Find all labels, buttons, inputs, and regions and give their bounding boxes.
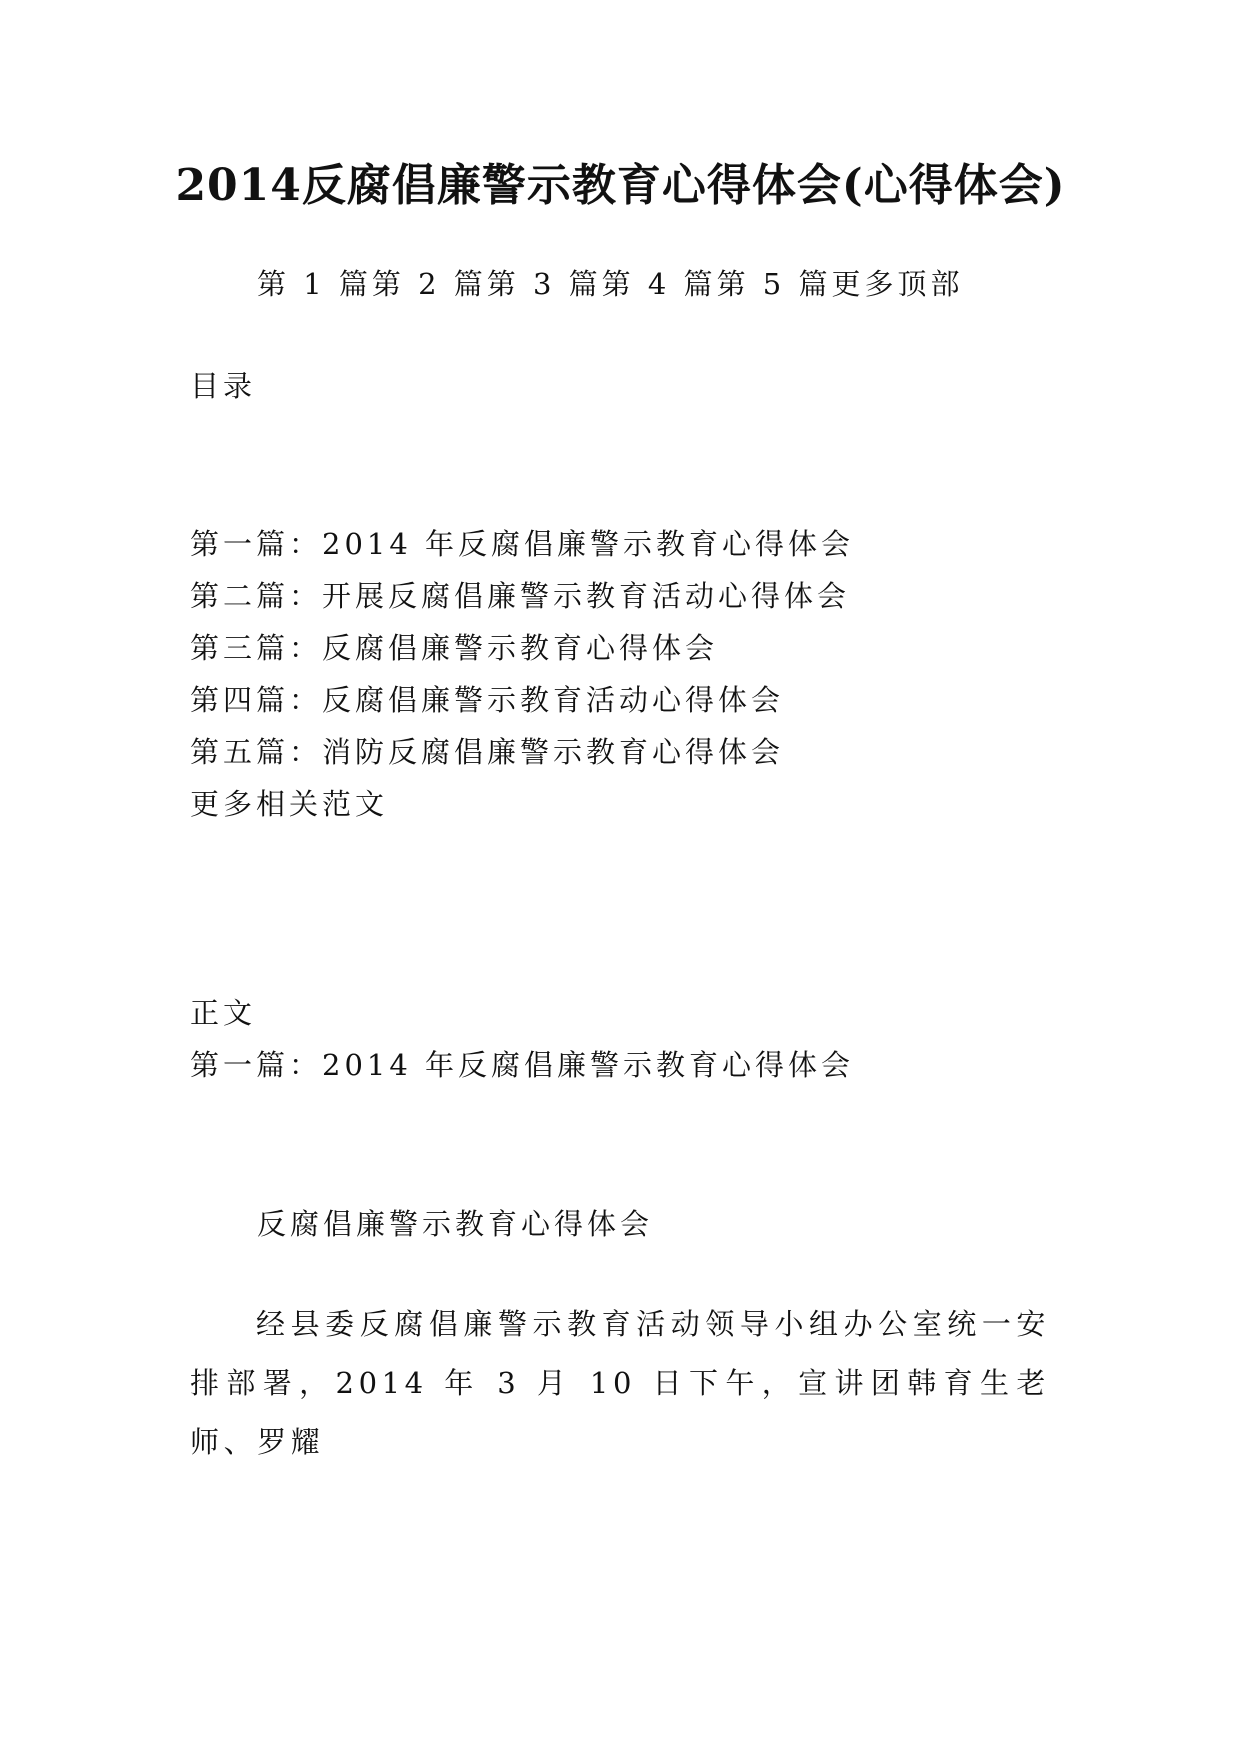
toc-heading: 目录 [190,369,257,403]
article-title: 反腐倡廉警示教育心得体会 [257,1207,654,1241]
nav-link-article-1[interactable]: 第 1 篇 [257,267,372,301]
toc-more-link[interactable]: 更多相关范文 [190,787,389,821]
toc-entry-3[interactable]: 第三篇：反腐倡廉警示教育心得体会 [190,631,719,665]
toc-entry-5[interactable]: 第五篇：消防反腐倡廉警示教育心得体会 [190,735,785,769]
toc-entry-4[interactable]: 第四篇：反腐倡廉警示教育活动心得体会 [190,683,785,717]
nav-link-article-4[interactable]: 第 4 篇 [601,267,717,301]
nav-link-article-5[interactable]: 第 5 篇 [716,267,832,301]
document-title: 2014反腐倡廉警示教育心得体会(心得体会) [175,160,1066,211]
article-paragraph: 经县委反腐倡廉警示教育活动领导小组办公室统一安排部署，2014 年 3 月 10 日下午，宣讲团韩育生老师、罗耀 [190,1307,1050,1459]
toc-entry-2[interactable]: 第二篇：开展反腐倡廉警示教育活动心得体会 [190,579,851,613]
nav-link-top[interactable]: 顶部 [897,267,964,301]
article-nav [257,264,963,304]
nav-link-more[interactable]: 更多 [831,267,898,301]
body-heading: 正文 [190,996,257,1030]
nav-link-article-3[interactable]: 第 3 篇 [486,267,602,301]
toc-entry-1[interactable]: 第一篇：2014 年反腐倡廉警示教育心得体会 [190,527,855,561]
first-article-heading: 第一篇：2014 年反腐倡廉警示教育心得体会 [190,1048,855,1082]
nav-link-article-2[interactable]: 第 2 篇 [371,267,487,301]
